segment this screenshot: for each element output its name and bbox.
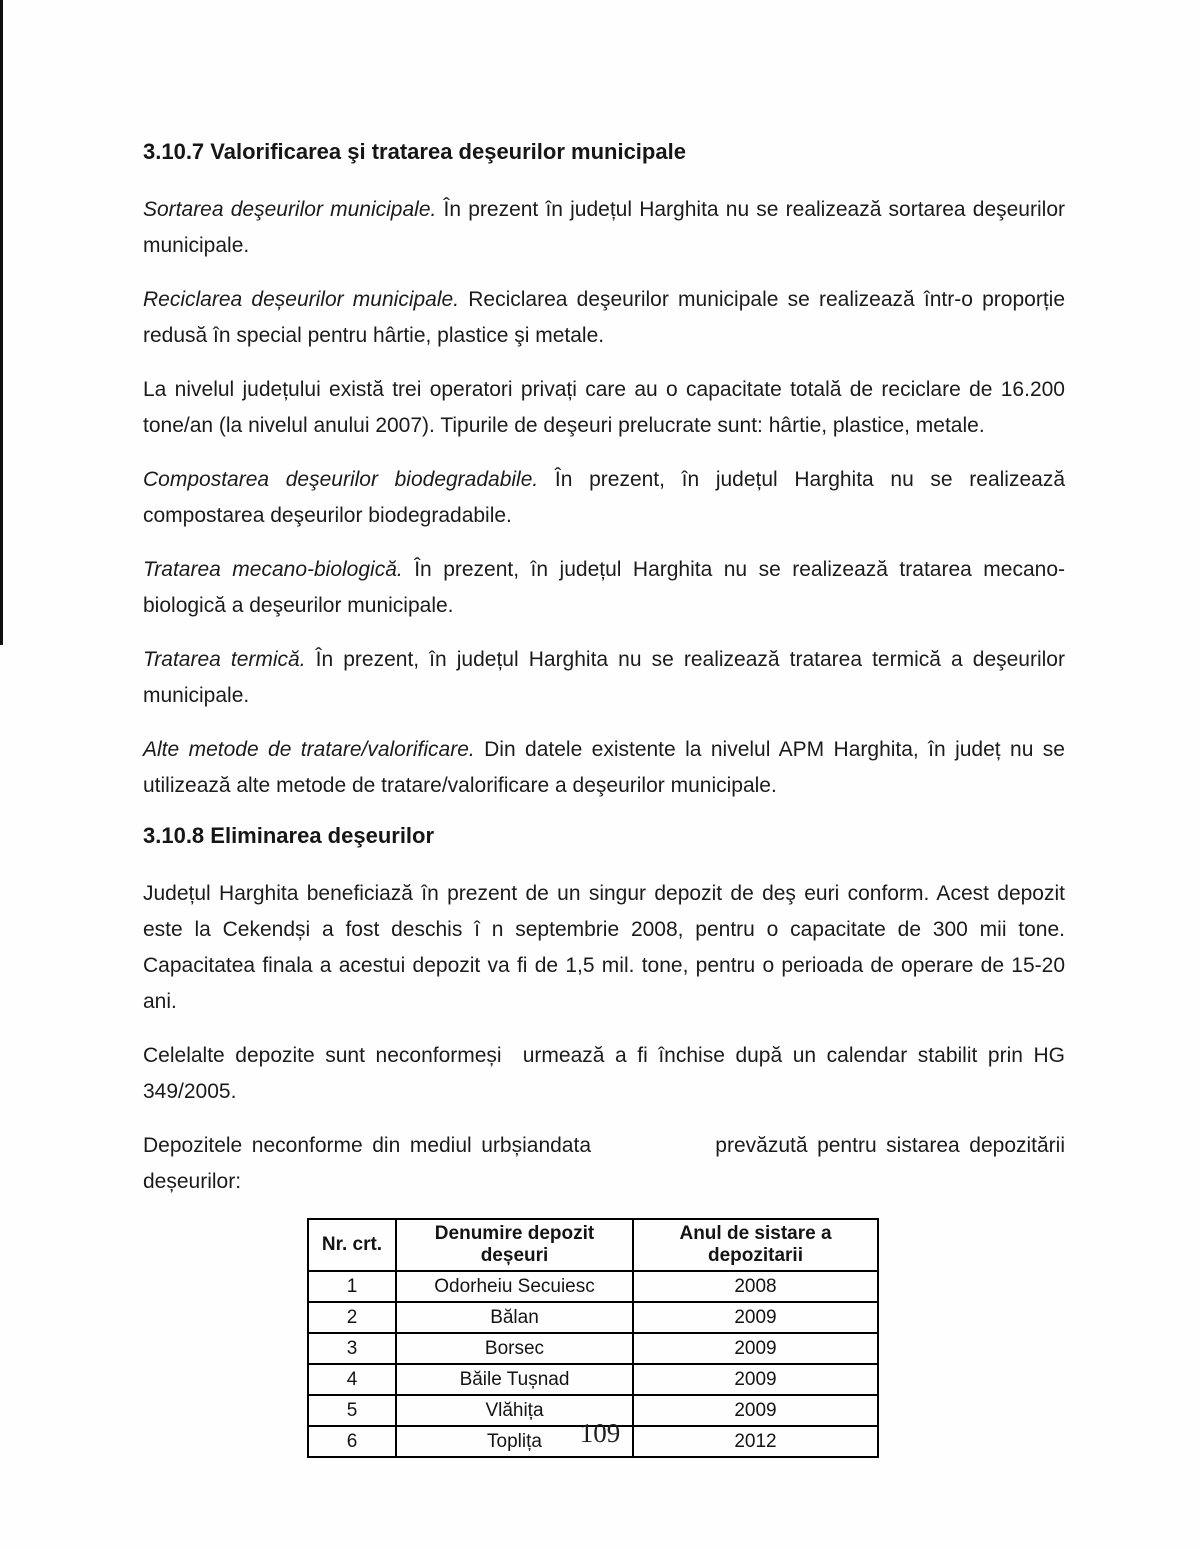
- cell-year: 2009: [633, 1302, 878, 1333]
- table-row: [308, 1364, 878, 1395]
- column-header-denumire: Denumire depozit deșeuri: [396, 1219, 633, 1271]
- paragraph-sortarea: [143, 192, 1065, 264]
- paragraph-compostarea: [143, 462, 1065, 534]
- cell-year: 2009: [633, 1333, 878, 1364]
- paragraph-lead: Compostarea deşeurilor biodegradabile.: [143, 468, 539, 491]
- cell-nr: 2: [308, 1302, 396, 1333]
- section-heading-3-10-7: 3.10.7 Valorificarea şi tratarea deşeurilor municipale: [143, 139, 686, 164]
- column-header-nr-crt: Nr. crt.: [308, 1219, 396, 1271]
- cell-name: Băile Tușnad: [396, 1364, 633, 1395]
- paragraph-text: Județul Harghita beneficiază în prezent de un singur depozit de deş euri conform. Acest depozit este la Cekendși a fost deschis î n septembrie 2008, pentru o capacitate de 300 mii tone. Capacitatea finala a acestui depozit va fi de 1,5 mil. tone, pentru o perioada de operare de 15-20 ani.: [143, 882, 1065, 1013]
- cell-name: Odorheiu Secuiesc: [396, 1271, 633, 1302]
- paragraph-operatori: [143, 372, 1065, 444]
- cell-nr: 5: [308, 1395, 396, 1426]
- cell-name: Borsec: [396, 1333, 633, 1364]
- paragraph-lead: Alte metode de tratare/valorificare.: [143, 738, 475, 761]
- paragraph-text: La nivelul județului există trei operatori privați care au o capacitate totală de reciclare de 16.200 tone/an (la nivelul anului 2007). Tipurile de deşeuri prelucrate sunt: hârtie, plastice, metale.: [143, 378, 1065, 437]
- page-content: [143, 138, 1065, 1458]
- cell-nr: 6: [308, 1426, 396, 1457]
- table-row: [308, 1333, 878, 1364]
- column-header-anul: Anul de sistare a depozitarii: [633, 1219, 878, 1271]
- table-row: [308, 1271, 878, 1302]
- cell-nr: 4: [308, 1364, 396, 1395]
- paragraph-text: Celelalte depozite sunt neconformeși urmează a fi închise după un calendar stabilit prin HG 349/2005.: [143, 1044, 1065, 1103]
- scan-edge-artifact: [0, 0, 3, 645]
- cell-year: 2009: [633, 1395, 878, 1426]
- paragraph-lead: Sortarea deşeurilor municipale.: [143, 198, 437, 221]
- paragraph-text: În prezent, în județul Harghita nu se realizează tratarea mecano-biologică a deşeurilor municipale.: [143, 558, 1065, 617]
- paragraph-text: Depozitele neconforme din mediul urbșiandata prevăzută pentru sistarea depozitării deșeurilor:: [143, 1134, 1065, 1193]
- cell-nr: 1: [308, 1271, 396, 1302]
- paragraph-text: În prezent, în județul Harghita nu se realizează compostarea deşeurilor biodegradabile.: [143, 468, 1065, 527]
- cell-nr: 3: [308, 1333, 396, 1364]
- section-heading-3-10-8: 3.10.8 Eliminarea deşeurilor: [143, 823, 435, 848]
- paragraph-alte-metode: [143, 732, 1065, 804]
- paragraph-reciclarea: [143, 282, 1065, 354]
- cell-year: 2009: [633, 1364, 878, 1395]
- cell-name: Toplița: [396, 1426, 633, 1457]
- cell-year: 2012: [633, 1426, 878, 1457]
- page-number: 109: [579, 1418, 621, 1448]
- paragraph-depozite-neconforme: [143, 1128, 1065, 1200]
- paragraph-depozit-conform: [143, 876, 1065, 1020]
- cell-name: Vlăhița: [396, 1395, 633, 1426]
- cell-year: 2008: [633, 1271, 878, 1302]
- paragraph-tratarea-termica: [143, 642, 1065, 714]
- paragraph-lead: Reciclarea deșeurilor municipale.: [143, 288, 460, 311]
- paragraph-lead: Tratarea termică.: [143, 648, 306, 671]
- paragraph-text: În prezent în județul Harghita nu se realizează sortarea deşeurilor municipale.: [143, 198, 1065, 257]
- paragraph-text: În prezent, în județul Harghita nu se realizează tratarea termică a deşeurilor municipale.: [143, 648, 1065, 707]
- paragraph-lead: Tratarea mecano-biologică.: [143, 558, 403, 581]
- paragraph-celelalte-depozite: [143, 1038, 1065, 1110]
- table-header-row: [308, 1219, 878, 1271]
- paragraph-text: Din datele existente la nivelul APM Harghita, în județ nu se utilizează alte metode de tratare/valorificare a deşeurilor municipale.: [143, 738, 1065, 797]
- cell-name: Bălan: [396, 1302, 633, 1333]
- paragraph-tratarea-mecano: [143, 552, 1065, 624]
- table-row: [308, 1302, 878, 1333]
- table-row-header: [308, 1219, 878, 1271]
- paragraph-text: Reciclarea deşeurilor municipale se realizează într-o proporție redusă în special pentru hârtie, plastice şi metale.: [143, 288, 1065, 347]
